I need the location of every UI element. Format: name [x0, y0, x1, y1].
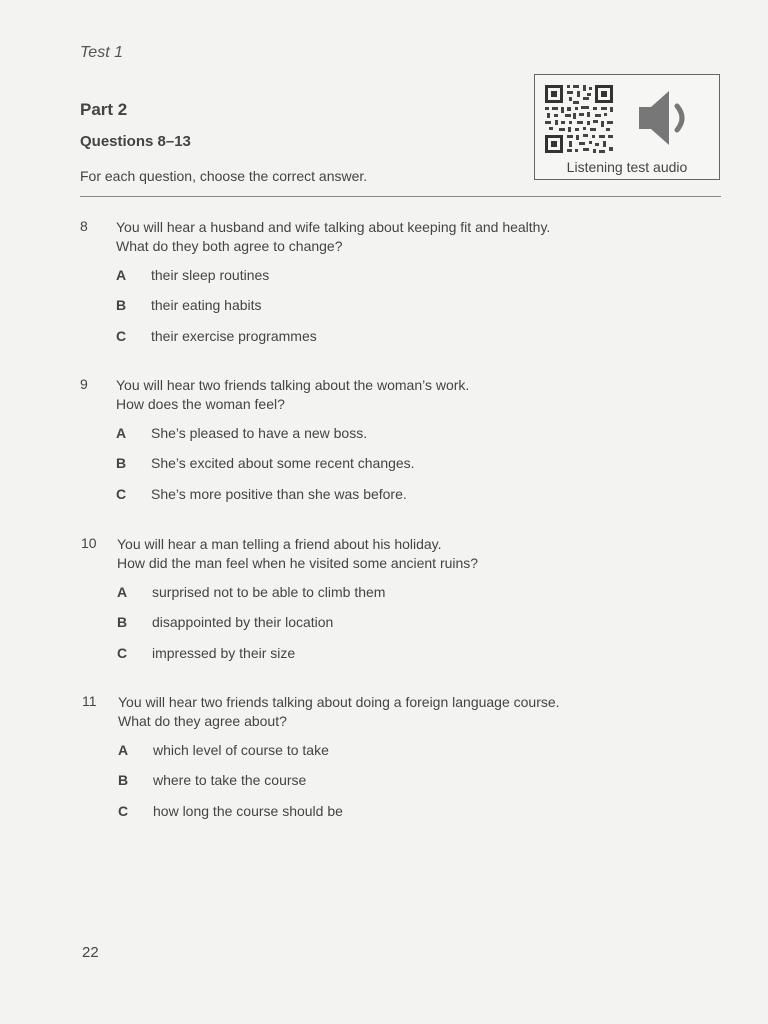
test-label: Test 1: [80, 44, 123, 61]
question-number: 11: [82, 693, 97, 709]
question-line: How did the man feel when he visited some ancient ruins?: [117, 555, 479, 571]
option-letter: A: [116, 425, 127, 441]
option-letter: A: [118, 742, 129, 758]
option-text: She’s pleased to have a new boss.: [151, 425, 368, 441]
option-text: where to take the course: [153, 772, 307, 788]
option-text: surprised not to be able to climb them: [152, 584, 386, 600]
qr-code-icon[interactable]: [543, 83, 615, 155]
option-letter: C: [116, 486, 127, 502]
option-text: which level of course to take: [153, 742, 329, 758]
question-line: You will hear two friends talking about the woman’s work.: [116, 377, 470, 393]
option-letter: B: [116, 455, 127, 471]
speaker-icon[interactable]: [635, 89, 699, 147]
option-text: She’s excited about some recent changes.: [151, 455, 415, 471]
option-letter: C: [116, 328, 127, 344]
section-divider: [80, 196, 721, 197]
question-number: 8: [80, 218, 88, 234]
question-text: [117, 535, 478, 573]
option-letter: A: [116, 267, 127, 283]
option-text: how long the course should be: [153, 803, 343, 819]
option-text: their sleep routines: [151, 267, 270, 283]
questions-range: Questions 8–13: [80, 133, 191, 150]
part-title: Part 2: [80, 100, 128, 119]
option-letter: C: [118, 803, 129, 819]
option-letter: B: [117, 614, 128, 630]
option-letter: C: [117, 645, 128, 661]
audio-label: Listening test audio: [566, 159, 688, 175]
instructions: For each question, choose the correct answer.: [80, 168, 368, 184]
question-text: [116, 218, 550, 256]
option-text: She’s more positive than she was before.: [151, 486, 407, 502]
option-text: their exercise programmes: [151, 328, 317, 344]
audio-box[interactable]: [534, 74, 720, 180]
question-line: What do they both agree to change?: [116, 238, 343, 254]
question-line: What do they agree about?: [118, 713, 287, 729]
option-letter: B: [118, 772, 129, 788]
question-text: [116, 376, 469, 414]
question-number: 9: [80, 376, 88, 392]
option-text: impressed by their size: [152, 645, 296, 661]
option-letter: A: [117, 584, 128, 600]
question-line: You will hear a husband and wife talking about keeping fit and healthy.: [116, 219, 551, 235]
question-line: You will hear two friends talking about doing a foreign language course.: [118, 694, 560, 710]
question-text: [118, 693, 560, 731]
option-letter: B: [116, 297, 127, 313]
question-line: You will hear a man telling a friend about his holiday.: [117, 536, 442, 552]
question-line: How does the woman feel?: [116, 396, 285, 412]
option-text: their eating habits: [151, 297, 262, 313]
option-text: disappointed by their location: [152, 614, 334, 630]
question-number: 10: [81, 535, 97, 551]
page-number: 22: [82, 944, 99, 961]
